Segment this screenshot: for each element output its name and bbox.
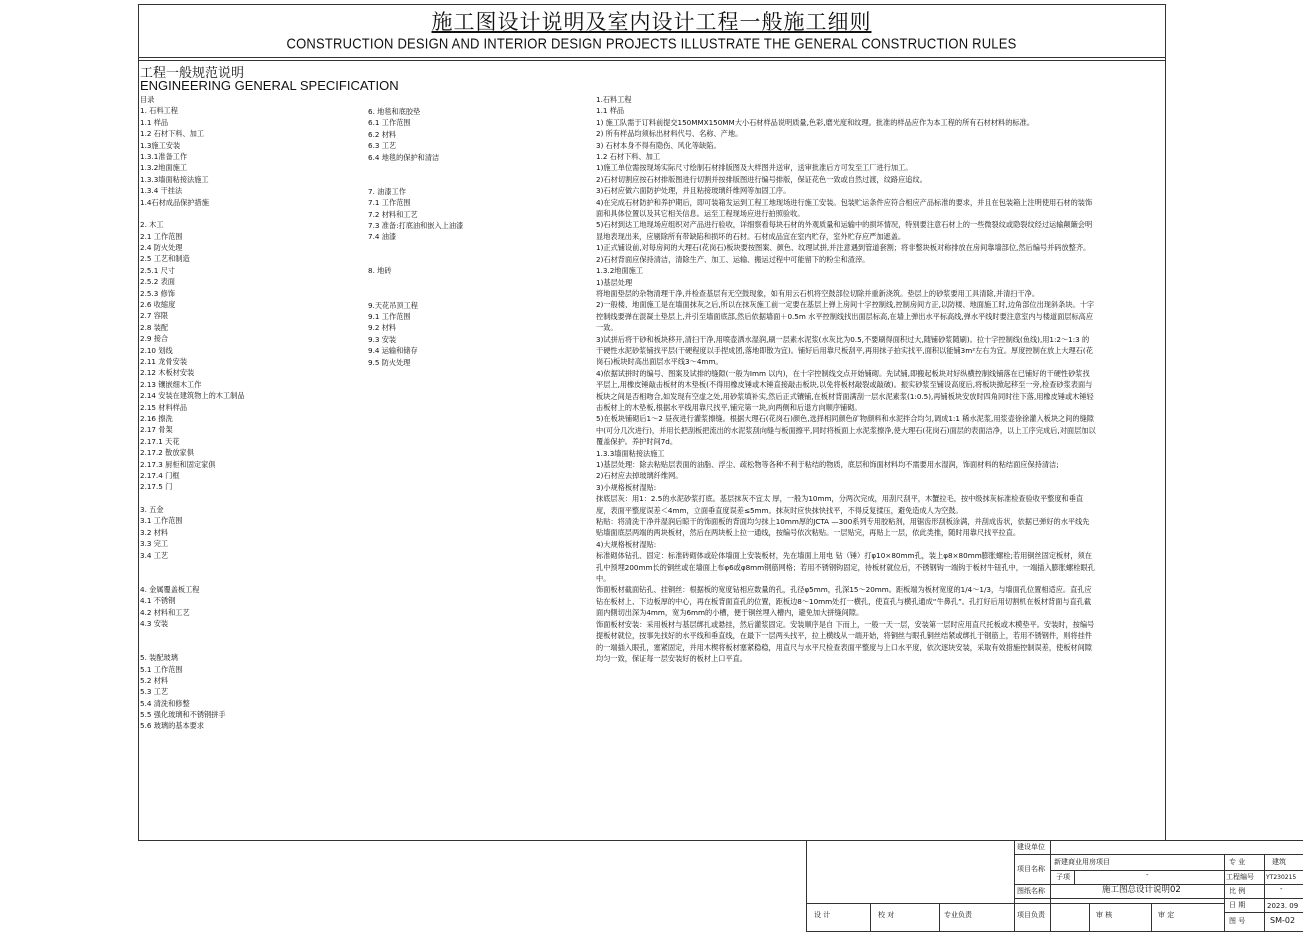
toc-item: 1.1 样品: [140, 117, 169, 127]
toc-item: [368, 254, 463, 265]
project-no-value: YT230215: [1266, 874, 1297, 881]
toc-item: 5.2 材料: [140, 675, 169, 685]
toc-item: 3.4 工艺: [140, 550, 169, 560]
check-label: 校 对: [878, 911, 895, 919]
toc-item: 5. 装配玻璃: [140, 653, 178, 663]
toc-item: [140, 629, 245, 640]
section-title-cn: 工程一般规范说明: [140, 66, 245, 81]
toc-item: 1. 石料工程: [140, 106, 178, 116]
body-paragraph: 5)在板块铺砌后1～2 昼夜进行灌浆擦缝。根据大理石(花岗石)颜色,选择相同颜色矿物颜料和水泥拌合均匀,调成1:1 稀水泥浆,用浆壶徐徐灌入板块之间的缝隙中(可分几次进行)，并用长把刮板把流出的水泥浆刮向缝与板面擦平,同时将板面上水泥浆擦净,使大理石(花岗石)面层的表面洁净，以上工序完成后,对面层加以覆盖保护。养护时间7d。: [596, 414, 1096, 447]
toc-item: 1.3施工安装: [140, 140, 181, 150]
project-name-value: 新建商业用房项目: [1054, 858, 1110, 866]
body-paragraph: 3) 石材本身不得有隐伤、风化等缺陷。: [596, 140, 721, 150]
header-divider-second: [138, 60, 1165, 61]
toc-item: 9.2 材料: [368, 323, 397, 333]
toc-item: 2.10 划线: [140, 345, 173, 355]
toc-item: 5.4 清洗和修整: [140, 698, 190, 708]
drawing-name-value: 施工图总设计说明02: [1102, 885, 1181, 895]
toc-item: 2.17.1 天花: [140, 436, 180, 446]
toc-item: 7.4 油漆: [368, 232, 397, 242]
toc-item: 2.9 接合: [140, 334, 169, 344]
toc-item: 2.17 骨架: [140, 425, 173, 435]
toc-item: 2.15 材料样品: [140, 402, 188, 412]
toc-item: [368, 243, 463, 254]
toc-item: 2.12 木板材安装: [140, 368, 195, 378]
toc-item: 2. 木工: [140, 220, 164, 230]
toc-item: 2.6 收缩度: [140, 300, 176, 310]
toc-item: [368, 288, 463, 299]
body-paragraph: 3)石材应做六面防护处理，并且粘接玻璃纤维网等加固工序。: [596, 186, 791, 196]
toc-item: 1.2 石材下料、加工: [140, 129, 205, 139]
body-paragraph: 2)石材背面应保持清洁，清除生产、加工、运输、搬运过程中可能留下的粉尘和渣滓。: [596, 254, 870, 264]
body-paragraph: 2)石材切割应按石材排版图进行切割并按排版图进行编号排版，保证花色一致或自然过渡，纹路应追纹。: [596, 174, 927, 184]
frame-right-border: [1165, 4, 1166, 840]
header-divider: [138, 57, 1165, 58]
toc-item: 2.5 工艺和制造: [140, 254, 190, 264]
sheet-label: 图 号: [1229, 917, 1246, 925]
discipline-label: 专 业: [1229, 858, 1246, 866]
body-paragraph: 4)大规格板材湿贴:: [596, 539, 657, 549]
body-paragraph: 标准砌体钻孔、固定：标准砖砌体或砼体墙面上安装板材，先在墙面上用电 钻（锤）打φ10×80mm孔，装上φ8×80mm膨胀螺栓;若用铜丝固定板材，须在孔中预埋200mm长的铜丝或在墙面上布φ6或φ8mm钢筋网格；若用不锈钢钩固定，待板材就位后，不锈钢钩一端钩于板材牛钮孔中，一端插入膨胀螺栓眼孔中。: [596, 551, 1095, 584]
frame-top-border: [138, 4, 1165, 5]
subitem-value: -: [1146, 871, 1149, 879]
toc-item: 2.1 工作范围: [140, 231, 183, 241]
toc-item: 2.13 镶嵌细木工作: [140, 379, 202, 389]
body-paragraph: 1) 施工队需于订料前提交150MMX150MM大小石材样品说明质量,色彩,磨光度和纹理。批准的样品应作为本工程的所有石材材料的标准。: [596, 117, 1034, 127]
body-paragraph: 饰面板材截面钻孔、挂铜丝：根据板的宽度钻相应数量的孔，孔径φ5mm，孔深15～20mm。距板端为板材宽度的1/4～1/3，与墙面孔位置相适应。直孔应钻在板材上、下边板厚的中心，再在板背面直孔的位置，距板边8～10mm处打一横孔，使直孔与横孔通成“牛鼻孔”。孔打好后用切割机在板材背面与直孔截面内側切出深为4mm，宽为6mm的小槽，便于铜丝埋入槽内，避免加大拼缝间隙。: [596, 585, 1092, 618]
toc-item: 1.4石材成品保护措施: [140, 197, 209, 207]
toc-item: [368, 277, 463, 288]
scale-value: -: [1280, 885, 1283, 893]
date-label: 日 期: [1229, 901, 1246, 909]
body-paragraph: 1.3.3墙面粘接法施工: [596, 448, 665, 458]
toc-item: 9.4 运输和储存: [368, 346, 418, 356]
toc-item: [140, 208, 245, 219]
toc-item: 2.11 龙骨安装: [140, 356, 188, 366]
toc-item: 2.17.3 厨柜和固定家俱: [140, 459, 216, 469]
body-paragraph: 2)一般楼、地面施工是在墙面抹灰之后,所以在抹灰施工前一定要在基层上弹上房间十字控制线,控制房间方正,以防楼、地面施工时,边角部位出现斜条块。十字控制线要弹在混凝土垫层上,并引至墙面底部,然后依据墙面＋0.5m 水平控制线找出面层标高,在墙上弹出水平标高线,弹水平线时要注意室内与楼道面层标高应一致。: [596, 300, 1095, 333]
toc-item: 9.天花吊顶工程: [368, 300, 418, 310]
sheet-value: SM-02: [1270, 916, 1296, 925]
body-paragraph: 4)在完成石材防护和养护期后，即可装箱发运到工程工地现场进行施工安装。包装贮运条件应符合相应产品标准的要求，并且在包装箱上注明使用石材的装饰面和具体位置以及其它相关信息。运至工程现场应进行拍照验收。: [596, 197, 1093, 219]
document-title-cn: 施工图设计说明及室内设计工程一般施工细则: [431, 10, 872, 34]
body-paragraph: 1.石料工程: [596, 95, 632, 104]
approve-label: 审 定: [1158, 911, 1175, 919]
drawing-name-label: 图纸名称: [1017, 887, 1045, 895]
toc-item: 3.3 完工: [140, 539, 169, 549]
toc-item: 9.3 安装: [368, 334, 397, 344]
document-title-en: CONSTRUCTION DESIGN AND INTERIOR DESIGN PROJECTS ILLUSTRATE THE GENERAL CONSTRUCTION RULES: [286, 34, 1017, 53]
toc-item: 2.4 防火处理: [140, 243, 183, 253]
toc-item: 1.3.1准备工作: [140, 151, 188, 161]
toc-item: [368, 163, 463, 174]
toc-item: 4.1 不锈钢: [140, 596, 176, 606]
toc-item: 2.14 安装在建筑物上的木工制品: [140, 391, 245, 401]
title-block: [806, 840, 1303, 932]
toc-item: 1.3.3墙面粘接法施工: [140, 174, 209, 184]
toc-item: 4. 金属覆盖板工程: [140, 584, 200, 594]
toc-item: [140, 493, 245, 504]
toc-item: [140, 641, 245, 652]
toc-item: 2.17.5 门: [140, 482, 173, 492]
toc-item: 5.6 玻璃的基本要求: [140, 721, 205, 731]
toc-item: 9.1 工作范围: [368, 312, 411, 322]
toc-item: 目录: [140, 95, 155, 104]
toc-item: 3.1 工作范围: [140, 516, 183, 526]
toc-item: 8. 地砖: [368, 266, 392, 276]
body-paragraph: 2) 所有样品均须标出材料代号、名称、产地。: [596, 129, 743, 139]
body-paragraph: 将地面垫层的杂物清理干净,并检查基层有无空鼓现象，如有用云石机将空鼓部位切除并重新浇筑。垫层上的砂浆要用工具清除,并清扫干净。: [596, 288, 1040, 298]
toc-item: 2.5.3 修饰: [140, 288, 175, 298]
review-label: 审 核: [1096, 911, 1113, 919]
body-paragraph: 5)石材到达工地现场应组织对产品进行验收，详细察看每块石材的外观质量和运输中的损坏情况，特别要注意石材上的一些微裂纹或隐裂纹经过运输颠簸会明显地表现出来，应剔除所有带缺陷和损坏的石材。石材成品宜在室内贮存，室外贮存应严加遮盖。: [596, 220, 1093, 241]
toc-item: 4.3 安装: [140, 618, 169, 628]
toc-item: 7.1 工作范围: [368, 198, 411, 208]
toc-item: 6.4 地毯的保护和清洁: [368, 152, 440, 162]
toc-item: 4.2 材料和工艺: [140, 607, 190, 617]
body-paragraph: 1)基层处理：除去粘贴层表面的油脂、浮尘、疏松物等各种不利于粘结的物质，底层和饰面材料均不需要用水湿润，饰面材料的粘结面应保持清洁;: [596, 460, 1059, 469]
toc-item: [140, 572, 245, 583]
toc-item: 1.3.4 干挂法: [140, 186, 183, 196]
body-paragraph: 2)石材应去掉玻璃纤维网。: [596, 471, 683, 481]
project-name-label: 项目名称: [1017, 865, 1045, 873]
body-paragraph: 1.3.2地面施工: [596, 266, 644, 276]
body-paragraph: 粘贴：将清洗干净并湿润后晾干的饰面板的背面均匀抹上10mm厚的JCTA —300系列专用胶粘剂，用锯齿形刮板涂满，并刮成齿状，依据已弹好的水平线先贴墙面底层两端的两块板材，然后在两块板上拉一通线，按编号依次粘贴。一层贴完，再贴上一层，依此类推，随时用靠尺找平拉直。: [596, 517, 1090, 538]
section-title-en: ENGINEERING GENERAL SPECIFICATION: [140, 78, 399, 93]
frame-left-border: [138, 4, 139, 840]
toc-item: 3. 五金: [140, 505, 164, 515]
toc-item: 2.7 容限: [140, 311, 169, 321]
body-paragraph: 4)依据试拼时的编号、图案及试排的缝隙(一般为Imm 以内)，在十字控制线交点开始铺砌。先试铺,即搬起板块对好纵横控制线铺落在已铺好的干硬性砂浆找平层上,用橡皮锤敲击板材的木垫板(不得用橡皮锤或木锤直接敲击板块,以免将板材敲裂或敲破)。振实砂浆至铺设高度后,将板块掀起移至一旁,检查砂浆表面与板块之间是否相吻合,如发现有空虚之处,用砂浆填补实,然后正式镶铺,在板材背面满刮一层水泥素浆(1:0.5),再铺板块安放时四角同时往下落,用橡皮锤或木锤轻击板材上的木垫板,根据水平线用靠尺找平,铺完第一块,向两侧和后退方向顺序铺砌。: [596, 368, 1094, 412]
client-label: 建设单位: [1017, 843, 1045, 851]
subitem-label: 子项: [1056, 873, 1070, 881]
project-no-label: 工程编号: [1226, 873, 1254, 881]
date-value: 2023. 09: [1267, 902, 1299, 910]
toc-item: 2.8 装配: [140, 322, 169, 332]
toc-item: 2.16 擦洗: [140, 413, 173, 423]
toc-item: [368, 174, 463, 185]
body-paragraph: 饰面板材安装：采用板材与基层绑扎或悬挂，然后灌浆固定。安装顺序是自 下而上，一般一天一层，安装第一层时应用直尺托板或木模垫平。安装时，按编号提板材就位，按事先找好的水平线和垂直线，在最下一层两头找平，拉上横线从一端开始，将铜丝与眼孔铜丝结紧或绑扎于钢筋上，若用不锈钢件，则将挂件的一端插入眼孔，塞紧固定，并用木楔将板材塞紧稳稳，用直尺与水平尺检查表面平整度与上口水平度，依次逐块安装，采取有效措施控制误差，使板材间隙均匀一致，保证每一层安装好的板材上口平直。: [596, 619, 1095, 663]
body-paragraph: 抹底层灰：用1：2.5的水泥砂浆打底。基层抹灰不宜太 厚，一般为10mm，分两次完成，用刮尺刮平，木蟹拉毛，按中级抹灰标准检查验收平整度和垂直度，表面平整度误差＜4mm，立面垂直度误差≤5mm。抹灰时应快抹快找平，不得反复揉压，避免造成人为空鼓。: [596, 494, 1084, 515]
toc-column-1: [140, 94, 245, 732]
body-paragraph: 3)小规格板材湿贴:: [596, 482, 657, 492]
toc-item: 9.5 防火处理: [368, 357, 411, 367]
toc-item: 2.17.2 散放家俱: [140, 448, 194, 458]
toc-item: 6.2 材料: [368, 129, 397, 139]
body-paragraph: 1)基层处理: [596, 277, 633, 287]
toc-column-2: [368, 106, 463, 368]
toc-item: 7. 油漆工作: [368, 186, 406, 196]
body-paragraph: 1.2 石材下料、加工: [596, 152, 661, 162]
discipline-value: 建筑: [1272, 858, 1286, 866]
discipline-lead-label: 专业负责: [944, 911, 972, 919]
toc-item: 2.5.2 表面: [140, 277, 175, 287]
toc-item: 5.3 工艺: [140, 687, 169, 697]
body-paragraph: 1)正式铺设前,对每房间的大理石(花岗石)板块要按图案、颜色、纹理试拼,并注意遇到管道套割；将非整块板对称排放在房间靠墙部位,然后编号并码放整齐。: [596, 243, 1091, 253]
toc-item: 5.5 强化玻璃和不锈钢拼手: [140, 710, 226, 720]
body-paragraph: 1)施工单位需按现场实际尺寸绘制石材排版图及大样图并送审，送审批准后方可发至工厂进行加工。: [596, 163, 913, 173]
toc-item: 3.2 材料: [140, 527, 169, 537]
toc-item: 2.17.4 门框: [140, 470, 180, 480]
body-paragraph: 3)试拼后将干砂和板块移开,清扫干净,用喷壶洒水湿润,刷一层素水泥浆(水灰比为0.5,不要刷得面积过大,随铺砂浆随刷)。拉十字控制线(鱼线),用1:2～1:3 的干硬性水泥砂浆铺找平层(干硬程度以手捏成团,落地即散为宜)。铺好后用靠尺板刮平,再用抹子拍实找平,面积以能铺3m²左右为宜。厚度控制在放上大理石(花岗石)板块时高出面层水平线3～4mm。: [596, 334, 1093, 367]
toc-item: 6.3 工艺: [368, 141, 397, 151]
toc-item: 5.1 工作范围: [140, 664, 183, 674]
scale-label: 比 例: [1229, 887, 1246, 895]
toc-item: 7.2 材料和工艺: [368, 209, 418, 219]
body-text-column: [596, 94, 1096, 664]
project-lead-label: 项目负责: [1017, 911, 1045, 919]
toc-item: 2.5.1 尺寸: [140, 265, 175, 275]
toc-item: [140, 561, 245, 572]
body-paragraph: 1.1 样品: [596, 106, 625, 116]
toc-item: 7.3 准备:打底油和嵌入上油漆: [368, 220, 464, 230]
design-label: 设 计: [814, 911, 831, 919]
toc-item: 6.1 工作范围: [368, 118, 411, 128]
toc-item: 6. 地毯和底胶垫: [368, 107, 421, 116]
toc-item: 1.3.2地面施工: [140, 163, 188, 173]
